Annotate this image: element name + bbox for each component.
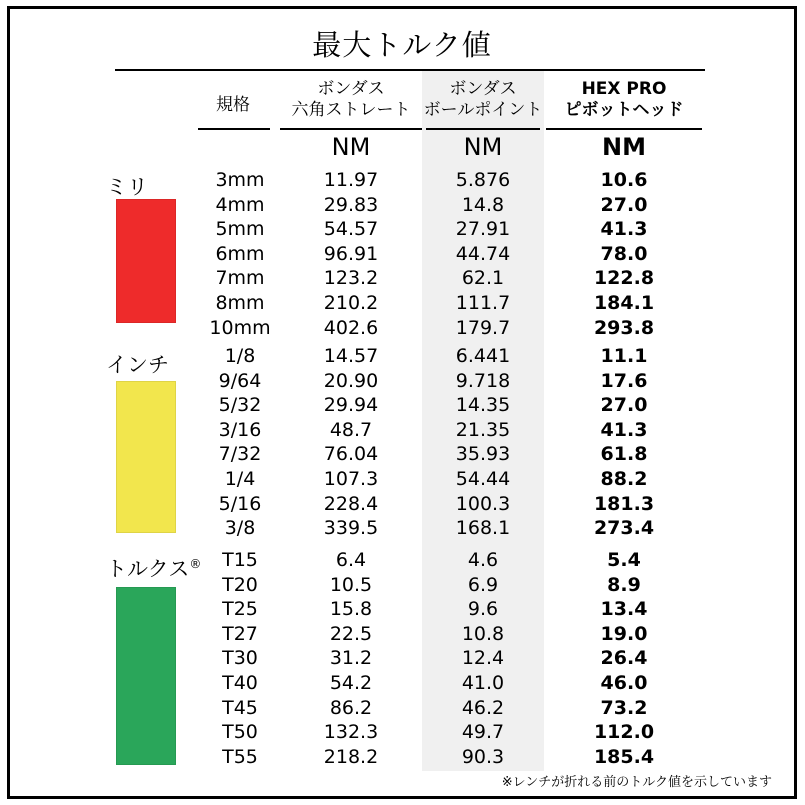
- header-rule-hexpro: [546, 128, 702, 130]
- table-row: [170, 267, 710, 289]
- table-row: [170, 194, 710, 216]
- cell-ballpoint: 27.91: [455, 218, 511, 241]
- cell-spec: 5/32: [218, 394, 262, 417]
- title-divider: [115, 69, 705, 71]
- cell-spec: 7/32: [218, 443, 262, 466]
- cell-hexpro: 185.4: [593, 745, 655, 768]
- cell-hexpro: 41.3: [600, 418, 648, 441]
- table-row: [170, 647, 710, 669]
- table-row: [170, 574, 710, 596]
- table-row: [170, 549, 710, 571]
- cell-ballpoint: 54.44: [455, 468, 511, 490]
- cell-hexpro: 41.3: [600, 218, 648, 241]
- footnote: ※レンチが折れる前のトルク値を示しています: [501, 775, 772, 790]
- cell-spec: T27: [222, 622, 258, 645]
- cell-ballpoint: 100.3: [455, 492, 511, 515]
- group-color-swatch-2: [116, 381, 176, 533]
- cell-hex-straight: 15.8: [329, 598, 373, 621]
- cell-hexpro: 181.3: [593, 492, 655, 515]
- cell-spec: 8mm: [215, 292, 265, 314]
- cell-hexpro: 273.4: [593, 517, 655, 540]
- cell-hexpro: 8.9: [607, 573, 641, 596]
- column-header-hex-straight-line2: 六角ストレート: [291, 100, 411, 120]
- cell-hexpro: 17.6: [600, 369, 648, 392]
- cell-hex-straight: 20.90: [323, 369, 379, 392]
- cell-spec: 9/64: [218, 369, 262, 392]
- column-header-spec-label: 規格: [216, 95, 250, 115]
- column-header-hexpro-line1: HEX PRO: [581, 79, 667, 99]
- cell-spec: T30: [222, 647, 258, 670]
- cell-spec: T50: [222, 721, 258, 744]
- cell-hex-straight: 123.2: [323, 267, 379, 290]
- cell-hex-straight: 54.2: [329, 672, 373, 694]
- cell-hexpro: 11.1: [600, 345, 648, 367]
- cell-hexpro: 184.1: [593, 292, 655, 314]
- header-rule-hex-straight: [280, 128, 422, 130]
- cell-hex-straight: 218.2: [323, 745, 379, 768]
- cell-ballpoint: 4.6: [467, 549, 499, 571]
- cell-ballpoint: 44.74: [455, 242, 511, 265]
- cell-hex-straight: 107.3: [323, 468, 379, 490]
- cell-hexpro: 293.8: [593, 316, 655, 339]
- table-row: [170, 169, 710, 191]
- unit-label-hexpro: NM: [602, 133, 646, 161]
- page-title: 最大トルク値: [312, 28, 492, 62]
- cell-hex-straight: 14.57: [323, 345, 379, 367]
- cell-hexpro: 27.0: [600, 193, 648, 216]
- table-row: [170, 370, 710, 392]
- cell-spec: 7mm: [215, 267, 265, 290]
- cell-spec: 4mm: [215, 193, 265, 216]
- cell-hexpro: 5.4: [607, 549, 641, 571]
- cell-hex-straight: 96.91: [323, 242, 379, 265]
- cell-ballpoint: 9.718: [455, 369, 511, 392]
- cell-hexpro: 88.2: [600, 468, 648, 490]
- cell-ballpoint: 111.7: [455, 292, 511, 314]
- cell-hex-straight: 402.6: [323, 316, 379, 339]
- cell-spec: 5/16: [218, 492, 262, 515]
- table-row: [170, 493, 710, 515]
- chart-frame: [7, 6, 797, 799]
- cell-hexpro: 73.2: [600, 696, 648, 719]
- cell-ballpoint: 5.876: [455, 169, 511, 191]
- cell-hex-straight: 339.5: [323, 517, 379, 540]
- unit-label-hex-straight: NM: [331, 133, 371, 161]
- cell-hexpro: 61.8: [600, 443, 648, 466]
- column-header-spec: [188, 95, 278, 116]
- cell-hexpro: 10.6: [600, 169, 648, 191]
- cell-ballpoint: 9.6: [467, 598, 499, 621]
- table-row: [170, 218, 710, 240]
- table-row: [170, 598, 710, 620]
- cell-ballpoint: 21.35: [455, 418, 511, 441]
- table-row: [170, 345, 710, 367]
- table-row: [170, 623, 710, 645]
- cell-spec: T20: [222, 573, 258, 596]
- cell-hex-straight: 132.3: [323, 721, 379, 744]
- table-row: [170, 419, 710, 441]
- cell-spec: T15: [222, 549, 258, 571]
- group-color-swatch-1: [116, 199, 176, 323]
- table-row: [170, 746, 710, 768]
- column-header-hexpro-line2: ピボットヘッド: [564, 100, 684, 120]
- cell-hexpro: 112.0: [593, 721, 655, 744]
- column-header-ballpoint-line1: ボンダス: [449, 79, 517, 99]
- cell-ballpoint: 179.7: [455, 316, 511, 339]
- group-label-text: トルクス: [106, 557, 190, 581]
- header-rule-spec: [198, 128, 270, 130]
- table-row: [170, 468, 710, 490]
- cell-hex-straight: 76.04: [323, 443, 379, 466]
- cell-ballpoint: 10.8: [461, 622, 505, 645]
- cell-hex-straight: 29.83: [323, 193, 379, 216]
- table-row: [170, 721, 710, 743]
- header-rule-ballpoint: [426, 128, 540, 130]
- cell-ballpoint: 35.93: [455, 443, 511, 466]
- cell-spec: 5mm: [215, 218, 265, 241]
- table-row: [170, 394, 710, 416]
- table-row: [170, 697, 710, 719]
- column-header-hexpro: [544, 79, 704, 121]
- cell-spec: 3mm: [215, 169, 265, 191]
- cell-ballpoint: 12.4: [461, 647, 505, 670]
- cell-spec: 10mm: [209, 316, 271, 339]
- cell-ballpoint: 62.1: [461, 267, 505, 290]
- cell-hex-straight: 22.5: [329, 622, 373, 645]
- cell-spec: 6mm: [215, 242, 265, 265]
- cell-ballpoint: 41.0: [461, 672, 505, 694]
- table-row: [170, 517, 710, 539]
- cell-hex-straight: 10.5: [329, 573, 373, 596]
- cell-ballpoint: 14.8: [461, 193, 505, 216]
- cell-hex-straight: 11.97: [323, 169, 379, 191]
- cell-spec: T40: [222, 672, 258, 694]
- cell-spec: 3/8: [224, 517, 256, 540]
- cell-spec: T45: [222, 696, 258, 719]
- group-label-text: ミリ: [106, 175, 148, 199]
- unit-label-ballpoint: NM: [463, 133, 503, 161]
- column-header-hex-straight: [278, 79, 424, 121]
- cell-ballpoint: 6.9: [467, 573, 499, 596]
- cell-spec: 1/8: [224, 345, 256, 367]
- cell-ballpoint: 90.3: [461, 745, 505, 768]
- cell-hex-straight: 48.7: [329, 418, 373, 441]
- column-header-ballpoint: [422, 79, 544, 121]
- registered-trademark-mark: ®: [189, 557, 202, 571]
- cell-hex-straight: 86.2: [329, 696, 373, 719]
- cell-hex-straight: 31.2: [329, 647, 373, 670]
- cell-spec: T25: [222, 598, 258, 621]
- cell-hexpro: 27.0: [600, 394, 648, 417]
- cell-ballpoint: 49.7: [461, 721, 505, 744]
- cell-hexpro: 19.0: [600, 622, 648, 645]
- cell-hexpro: 26.4: [600, 647, 648, 670]
- cell-ballpoint: 14.35: [455, 394, 511, 417]
- column-header-hex-straight-line1: ボンダス: [317, 79, 385, 99]
- table-row: [170, 243, 710, 265]
- cell-ballpoint: 6.441: [455, 345, 511, 367]
- table-row: [170, 317, 710, 339]
- group-color-swatch-3: [116, 587, 176, 765]
- cell-hex-straight: 6.4: [335, 549, 367, 571]
- cell-hex-straight: 228.4: [323, 492, 379, 515]
- cell-hex-straight: 54.57: [323, 218, 379, 241]
- cell-spec: T55: [222, 745, 258, 768]
- cell-ballpoint: 46.2: [461, 696, 505, 719]
- column-header-ballpoint-line2: ボールポイント: [423, 100, 543, 120]
- cell-hexpro: 122.8: [593, 267, 655, 290]
- cell-hexpro: 13.4: [600, 598, 648, 621]
- table-row: [170, 672, 710, 694]
- cell-spec: 3/16: [218, 418, 262, 441]
- cell-hexpro: 46.0: [600, 672, 648, 694]
- cell-spec: 1/4: [224, 468, 256, 490]
- cell-hex-straight: 29.94: [323, 394, 379, 417]
- cell-hex-straight: 210.2: [323, 292, 379, 314]
- table-row: [170, 443, 710, 465]
- group-label-text: インチ: [106, 353, 169, 377]
- cell-ballpoint: 168.1: [455, 517, 511, 540]
- cell-hexpro: 78.0: [600, 242, 648, 265]
- table-row: [170, 292, 710, 314]
